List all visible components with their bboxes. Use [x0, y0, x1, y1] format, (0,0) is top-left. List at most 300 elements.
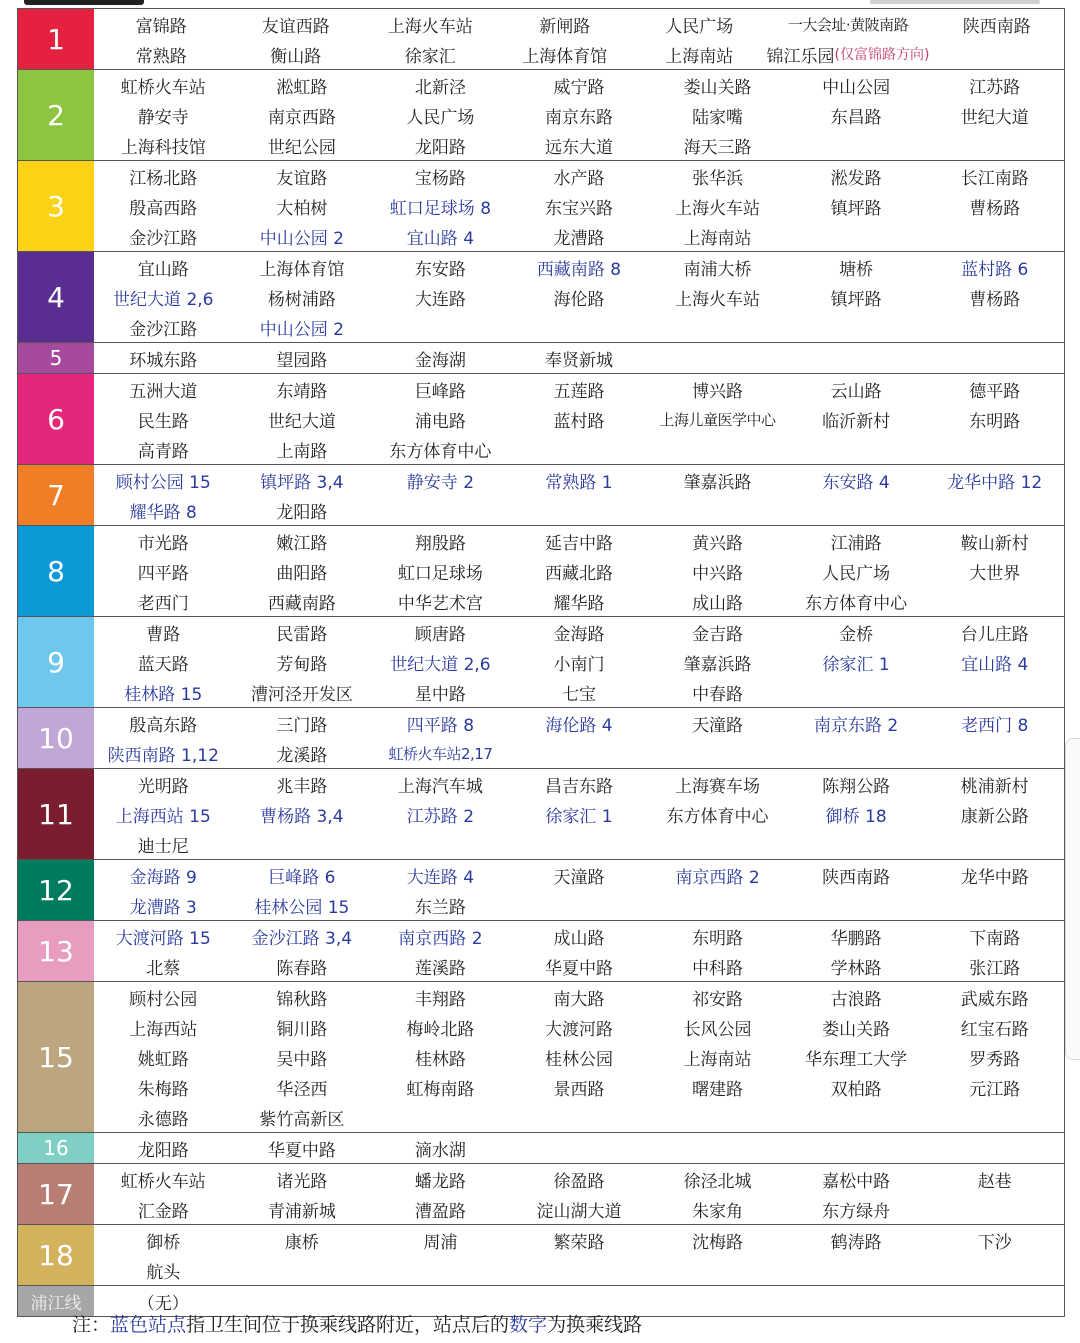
station-cell	[925, 282, 1064, 312]
station-cell	[510, 374, 649, 404]
station-name: 莲溪路	[414, 958, 466, 979]
station-name: 世纪大道 2,6	[390, 654, 491, 675]
station-cell	[767, 39, 930, 69]
station-cell	[510, 130, 649, 160]
line-number-label: 7	[18, 465, 94, 525]
station-cell	[371, 374, 510, 404]
station-cell	[94, 130, 233, 160]
station-name: 朱梅路	[137, 1079, 189, 1100]
station-cell	[371, 70, 510, 100]
station-name: 徐家汇 1	[545, 806, 613, 827]
station-cell	[925, 404, 1064, 434]
station-name: 上海火车站	[387, 16, 473, 37]
station-cell	[94, 526, 233, 556]
station-cell	[233, 252, 372, 282]
station-cell	[787, 526, 926, 556]
station-name: 静安寺 2	[406, 472, 475, 493]
station-cell	[371, 1072, 510, 1102]
station-name: 诸光路	[276, 1171, 328, 1192]
station-name: 四平路	[137, 563, 189, 584]
station-name: 顾唐路	[414, 624, 466, 645]
station-cell	[648, 191, 787, 221]
station-cell	[371, 769, 510, 799]
station-cell	[648, 677, 787, 707]
station-cell	[510, 556, 649, 586]
station-cell	[233, 1072, 372, 1102]
station-cell	[233, 738, 372, 768]
footnote-numbers: 数字	[509, 1314, 548, 1336]
station-name: 东昌路	[830, 107, 882, 128]
station-cell	[233, 586, 372, 616]
station-cell	[787, 191, 926, 221]
station-name: 耀华路	[553, 593, 605, 614]
station-cell	[787, 70, 926, 100]
station-cell	[925, 465, 1064, 495]
station-name: 人民广场	[665, 16, 734, 37]
station-name: 上海南站	[665, 46, 734, 67]
station-cell	[787, 647, 926, 677]
station-cell	[94, 951, 233, 981]
station-cell	[510, 1164, 649, 1194]
station-cell	[510, 647, 649, 677]
station-list	[94, 769, 1064, 859]
station-cell	[233, 1164, 372, 1194]
station-name: 龙阳路	[137, 1140, 189, 1161]
station-cell	[510, 161, 649, 191]
station-name: 陈春路	[276, 958, 328, 979]
station-name: 上海汽车城	[397, 776, 483, 797]
station-name: 青浦新城	[267, 1201, 336, 1222]
station-name: 金桥	[839, 624, 874, 645]
station-cell	[233, 1133, 372, 1163]
station-cell	[94, 252, 233, 282]
station-cell	[94, 708, 233, 738]
station-cell	[94, 374, 233, 404]
station-name: 龙漕路	[553, 228, 605, 249]
station-cell	[94, 982, 233, 1012]
station-cell	[510, 100, 649, 130]
station-cell	[233, 404, 372, 434]
station-name: 虹桥火车站	[120, 1171, 206, 1192]
station-name: 世纪公园	[267, 137, 336, 158]
top-strip	[0, 0, 1080, 8]
station-cell	[94, 191, 233, 221]
station-cell	[648, 951, 787, 981]
station-name: 滴水湖	[414, 1140, 466, 1161]
station-name: 南京东路	[544, 107, 613, 128]
station-cell	[233, 860, 372, 890]
station-cell	[233, 100, 372, 130]
line-number-label: 6	[18, 374, 94, 464]
station-cell	[925, 1164, 1064, 1194]
station-cell	[787, 100, 926, 130]
station-cell	[233, 343, 372, 373]
station-cell	[925, 374, 1064, 404]
station-name: 汇金路	[137, 1201, 189, 1222]
station-cell	[94, 769, 233, 799]
station-cell	[363, 39, 498, 69]
station-name: 三门路	[276, 715, 328, 736]
line-row	[18, 525, 1064, 616]
station-name: 宜山路 4	[406, 228, 475, 249]
station-cell	[233, 161, 372, 191]
station-name: 梅岭北路	[406, 1019, 475, 1040]
station-cell	[229, 9, 364, 39]
station-name: 金沙江路	[129, 228, 198, 249]
station-cell	[94, 829, 233, 859]
station-name: （无）	[137, 1293, 189, 1314]
station-cell	[94, 161, 233, 191]
station-name: 人民广场	[822, 563, 891, 584]
station-cell	[925, 951, 1064, 981]
station-cell	[94, 556, 233, 586]
station-name: 元江路	[969, 1079, 1021, 1100]
station-cell	[510, 221, 649, 251]
station-cell	[925, 1225, 1064, 1255]
station-name: 大连路	[414, 289, 466, 310]
cropped-date-fragment	[870, 0, 1040, 4]
station-cell	[371, 100, 510, 130]
station-name: 龙漕路 3	[129, 897, 197, 918]
station-name: 周浦	[423, 1232, 458, 1253]
station-cell	[648, 1042, 787, 1072]
station-cell	[648, 708, 787, 738]
station-name: 镇坪路 3,4	[260, 472, 344, 493]
station-cell	[94, 343, 233, 373]
scroll-handle[interactable]	[1065, 738, 1080, 1060]
station-cell	[233, 1225, 372, 1255]
station-name: 上海西站	[129, 1019, 198, 1040]
station-name: 西藏南路 8	[536, 259, 622, 280]
station-name: 虹桥火车站2,17	[388, 744, 493, 763]
line-number-label: 浦江线	[18, 1286, 94, 1316]
station-cell	[510, 191, 649, 221]
station-list	[94, 374, 1064, 464]
station-name: 南京西路 2	[398, 928, 483, 949]
station-cell	[648, 982, 787, 1012]
station-name: 小南门	[553, 654, 605, 675]
station-cell	[925, 100, 1064, 130]
line-number-label: 16	[18, 1133, 94, 1163]
metro-line-table	[17, 8, 1065, 1317]
station-name: 上海科技馆	[120, 137, 206, 158]
station-cell	[233, 890, 372, 920]
station-name: 静安寺	[137, 107, 189, 128]
station-name: 漕河泾开发区	[250, 684, 353, 705]
station-name: 临沂新村	[822, 411, 891, 432]
station-cell	[648, 374, 787, 404]
station-name: 中春路	[692, 684, 744, 705]
station-name: 高青路	[137, 441, 189, 462]
station-name: 老西门	[137, 593, 189, 614]
station-cell	[233, 312, 372, 342]
station-cell	[787, 252, 926, 282]
station-name: 南大路	[553, 989, 605, 1010]
line-row	[18, 920, 1064, 981]
station-list	[94, 982, 1064, 1132]
station-cell	[510, 465, 649, 495]
station-name: 南京东路 2	[814, 715, 899, 736]
station-cell	[371, 252, 510, 282]
station-cell	[94, 1255, 233, 1285]
footnote-middle: 指卫生间位于换乘线路附近，站点后的	[186, 1314, 510, 1336]
station-name: 北新泾	[414, 77, 466, 98]
station-name: 世纪大道 2,6	[113, 289, 214, 310]
station-cell	[510, 617, 649, 647]
station-name: 海天三路	[683, 137, 752, 158]
station-cell	[510, 404, 649, 434]
station-cell	[648, 465, 787, 495]
station-cell	[94, 312, 233, 342]
station-list	[94, 617, 1064, 707]
station-name: 嫩江路	[276, 533, 328, 554]
station-cell	[94, 282, 233, 312]
station-name: 水产路	[553, 168, 605, 189]
station-name: 吴中路	[276, 1049, 328, 1070]
station-name: 鹤涛路	[830, 1232, 882, 1253]
station-name: 世纪大道	[960, 107, 1029, 128]
station-name: 上海南站	[683, 228, 752, 249]
station-cell	[787, 556, 926, 586]
station-name: 金海路 9	[129, 867, 197, 888]
line-row	[18, 1163, 1064, 1224]
station-cell	[787, 1225, 926, 1255]
station-cell	[787, 799, 926, 829]
station-name: 娄山关路	[683, 77, 752, 98]
station-name: 中山公园	[822, 77, 891, 98]
station-cell	[233, 434, 372, 464]
station-cell	[787, 161, 926, 191]
station-cell	[632, 9, 767, 39]
station-name: 天潼路	[553, 867, 605, 888]
line-row	[18, 1132, 1064, 1163]
station-name: 锦秋路	[276, 989, 328, 1010]
station-name: 市光路	[137, 533, 189, 554]
station-name: 大柏树	[276, 198, 328, 219]
station-cell	[787, 1042, 926, 1072]
station-cell	[371, 282, 510, 312]
station-name: 桃浦新村	[960, 776, 1029, 797]
station-name: 学林路	[830, 958, 882, 979]
station-cell	[510, 282, 649, 312]
station-cell	[648, 647, 787, 677]
station-name: 大连路 4	[406, 867, 475, 888]
station-name: 镇坪路	[830, 198, 882, 219]
station-cell	[632, 39, 767, 69]
station-name: 上海体育馆	[522, 46, 608, 67]
station-cell	[371, 799, 510, 829]
station-cell	[787, 374, 926, 404]
station-cell	[648, 617, 787, 647]
station-name: 肇嘉浜路	[683, 472, 752, 493]
station-list	[94, 1133, 1064, 1163]
line-number-label: 2	[18, 70, 94, 160]
station-cell	[233, 617, 372, 647]
station-cell	[371, 221, 510, 251]
station-name: 航头	[146, 1262, 181, 1283]
cropped-title-fragment	[24, 0, 144, 5]
station-name: 赵巷	[977, 1171, 1012, 1192]
line-number-label: 11	[18, 769, 94, 859]
station-name: 虹口足球场 8	[389, 198, 492, 219]
station-list	[94, 1164, 1064, 1224]
station-cell	[787, 617, 926, 647]
station-cell	[94, 1042, 233, 1072]
station-name: 罗秀路	[969, 1049, 1021, 1070]
station-name: 光明路	[137, 776, 189, 797]
station-name: 华夏中路	[544, 958, 613, 979]
station-list	[94, 465, 1064, 525]
station-cell	[648, 70, 787, 100]
line-row	[18, 69, 1064, 160]
station-cell	[233, 130, 372, 160]
station-cell	[925, 252, 1064, 282]
station-cell	[510, 70, 649, 100]
line-row	[18, 768, 1064, 859]
station-name: 景西路	[553, 1079, 605, 1100]
station-name: 徐家汇	[404, 46, 456, 67]
station-name: 曙建路	[692, 1079, 744, 1100]
station-cell	[925, 556, 1064, 586]
station-name: 徐家汇 1	[822, 654, 890, 675]
station-name: 海伦路 4	[545, 715, 613, 736]
station-name: 朱家角	[692, 1201, 744, 1222]
station-name: 鞍山新村	[960, 533, 1029, 554]
station-name: 德平路	[969, 381, 1021, 402]
station-name: 金沙江路 3,4	[251, 928, 353, 949]
station-name: 五莲路	[553, 381, 605, 402]
station-cell	[233, 495, 372, 525]
station-cell	[233, 921, 372, 951]
station-cell	[371, 526, 510, 556]
line-row	[18, 251, 1064, 342]
station-name: 漕盈路	[414, 1201, 466, 1222]
station-name: 迪士尼	[137, 836, 189, 857]
station-cell	[363, 9, 498, 39]
station-cell	[233, 465, 372, 495]
station-name: 顾村公园 15	[115, 472, 211, 493]
station-cell	[787, 708, 926, 738]
station-list	[94, 860, 1064, 920]
station-name: 老西门 8	[961, 715, 1029, 736]
station-cell	[94, 434, 233, 464]
station-cell	[94, 465, 233, 495]
station-name: 奉贤新城	[544, 350, 613, 371]
station-cell	[787, 282, 926, 312]
station-cell	[787, 1012, 926, 1042]
station-list	[94, 161, 1064, 251]
station-cell	[233, 70, 372, 100]
station-cell	[371, 1133, 510, 1163]
station-cell	[371, 982, 510, 1012]
station-cell	[233, 526, 372, 556]
station-name: 江苏路	[969, 77, 1021, 98]
station-cell	[94, 1194, 233, 1224]
station-name: 富锦路	[135, 16, 187, 37]
station-cell	[371, 708, 510, 738]
station-name: 上海南站	[683, 1049, 752, 1070]
station-cell	[648, 1164, 787, 1194]
station-cell	[94, 738, 233, 768]
station-cell	[371, 1012, 510, 1042]
station-cell	[925, 191, 1064, 221]
station-name: 中华艺术宫	[397, 593, 483, 614]
station-name: 新闸路	[539, 16, 591, 37]
station-name: 东靖路	[276, 381, 328, 402]
station-name: 沈梅路	[692, 1232, 744, 1253]
station-name: 成山路	[553, 928, 605, 949]
station-list	[94, 9, 1064, 69]
station-name: 东明路	[692, 928, 744, 949]
station-cell	[787, 921, 926, 951]
station-cell	[925, 769, 1064, 799]
station-name: 环城东路	[129, 350, 198, 371]
station-cell	[767, 9, 930, 39]
station-name: 铜川路	[276, 1019, 328, 1040]
station-name: 双柏路	[830, 1079, 882, 1100]
station-name: 台儿庄路	[960, 624, 1029, 645]
station-name: 下南路	[969, 928, 1021, 949]
station-name: 金海湖	[414, 350, 466, 371]
station-name: 杨树浦路	[267, 289, 336, 310]
station-list	[94, 708, 1064, 768]
station-cell	[925, 647, 1064, 677]
line-row	[18, 616, 1064, 707]
station-name: 紫竹高新区	[259, 1109, 345, 1130]
station-name: 东兰路	[414, 897, 466, 918]
station-name: 大渡河路 15	[115, 928, 211, 949]
station-name: 锦江乐园	[766, 46, 835, 67]
line-row	[18, 8, 1064, 69]
station-name: 曹杨路	[969, 198, 1021, 219]
line-row	[18, 160, 1064, 251]
station-cell	[648, 799, 787, 829]
station-name: 肇嘉浜路	[683, 654, 752, 675]
station-name: 一大会址·黄陂南路	[787, 15, 909, 34]
station-cell	[94, 100, 233, 130]
station-cell	[94, 1072, 233, 1102]
station-cell	[648, 252, 787, 282]
station-name: 南京西路 2	[675, 867, 760, 888]
station-name: 虹口足球场	[397, 563, 483, 584]
station-name: 东安路 4	[822, 472, 890, 493]
station-cell	[648, 1012, 787, 1042]
station-cell	[510, 951, 649, 981]
station-name: 芳甸路	[276, 654, 328, 675]
station-cell	[94, 70, 233, 100]
station-list	[94, 70, 1064, 160]
station-cell	[787, 586, 926, 616]
station-name: 金沙江路	[129, 319, 198, 340]
station-name: 昌吉东路	[544, 776, 613, 797]
station-cell	[510, 252, 649, 282]
station-cell	[94, 586, 233, 616]
station-cell	[925, 921, 1064, 951]
station-name: 华鹏路	[830, 928, 882, 949]
station-name: 东安路	[414, 259, 466, 280]
station-name: 康桥	[284, 1232, 319, 1253]
station-name: 曹杨路	[969, 289, 1021, 310]
station-cell	[648, 1225, 787, 1255]
station-name: 中山公园 2	[259, 228, 344, 249]
station-cell	[371, 404, 510, 434]
station-cell	[787, 860, 926, 890]
station-cell	[371, 130, 510, 160]
station-cell	[925, 70, 1064, 100]
station-cell	[233, 1102, 372, 1132]
station-cell	[371, 1225, 510, 1255]
station-cell	[233, 799, 372, 829]
